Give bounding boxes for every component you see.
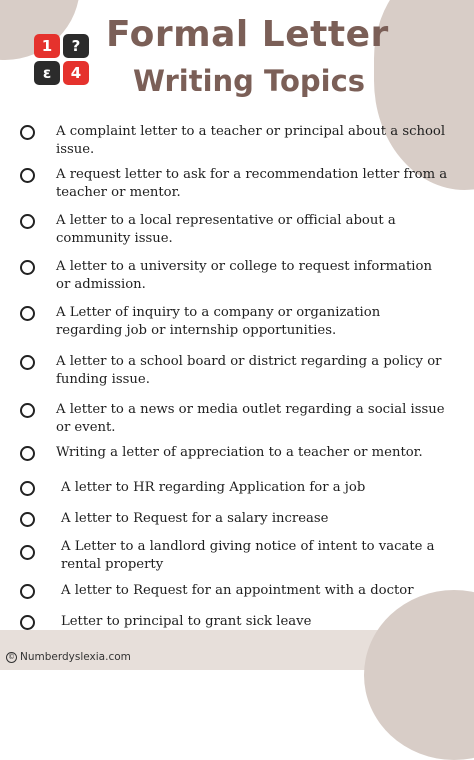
checkbox-circle[interactable] bbox=[20, 403, 35, 418]
topic-text: A letter to Request for an appointment with a doctor bbox=[61, 583, 414, 598]
checkbox-circle[interactable] bbox=[20, 168, 35, 183]
footer-credit bbox=[6, 651, 131, 663]
copyright-icon: © bbox=[8, 653, 15, 661]
page-subtitle: Writing Topics bbox=[133, 64, 366, 98]
checkbox-circle[interactable] bbox=[20, 481, 35, 496]
checkbox-circle[interactable] bbox=[20, 545, 35, 560]
checkbox-circle[interactable] bbox=[20, 260, 35, 275]
topic-text: A Letter to a landlord giving notice of intent to vacate a rental property bbox=[61, 539, 435, 572]
logo-tile: ɛ bbox=[34, 61, 60, 85]
checkbox-circle[interactable] bbox=[20, 306, 35, 321]
checkbox-circle[interactable] bbox=[20, 615, 35, 630]
topic-text: A letter to a local representative or official about a community issue. bbox=[56, 213, 396, 246]
topic-text: Writing a letter of appreciation to a teacher or mentor. bbox=[56, 445, 423, 460]
brand-logo bbox=[34, 34, 90, 86]
logo-tile: 4 bbox=[63, 61, 89, 85]
topic-text: A request letter to ask for a recommendation letter from a teacher or mentor. bbox=[56, 167, 448, 200]
checkbox-circle[interactable] bbox=[20, 355, 35, 370]
topic-text: A complaint letter to a teacher or principal about a school issue. bbox=[56, 124, 446, 157]
topic-text: Letter to principal to grant sick leave bbox=[61, 614, 312, 629]
logo-tile: 1 bbox=[34, 34, 60, 58]
topic-text: A letter to Request for a salary increase bbox=[61, 511, 329, 526]
topic-text: A letter to a university or college to request information or admission. bbox=[56, 259, 432, 292]
topic-text: A letter to a news or media outlet regarding a social issue or event. bbox=[56, 402, 445, 435]
page-title: Formal Letter bbox=[106, 14, 389, 55]
topic-text: A letter to a school board or district regarding a policy or funding issue. bbox=[56, 354, 442, 387]
footer-site: Numberdyslexia.com bbox=[20, 651, 131, 663]
logo-tile: ? bbox=[63, 34, 89, 58]
checkbox-circle[interactable] bbox=[20, 446, 35, 461]
checkbox-circle[interactable] bbox=[20, 584, 35, 599]
checkbox-circle[interactable] bbox=[20, 125, 35, 140]
topic-text: A letter to HR regarding Application for a job bbox=[61, 480, 366, 495]
topic-text: A Letter of inquiry to a company or organization regarding job or internship opportunities. bbox=[56, 305, 381, 338]
checkbox-circle[interactable] bbox=[20, 512, 35, 527]
checkbox-circle[interactable] bbox=[20, 214, 35, 229]
